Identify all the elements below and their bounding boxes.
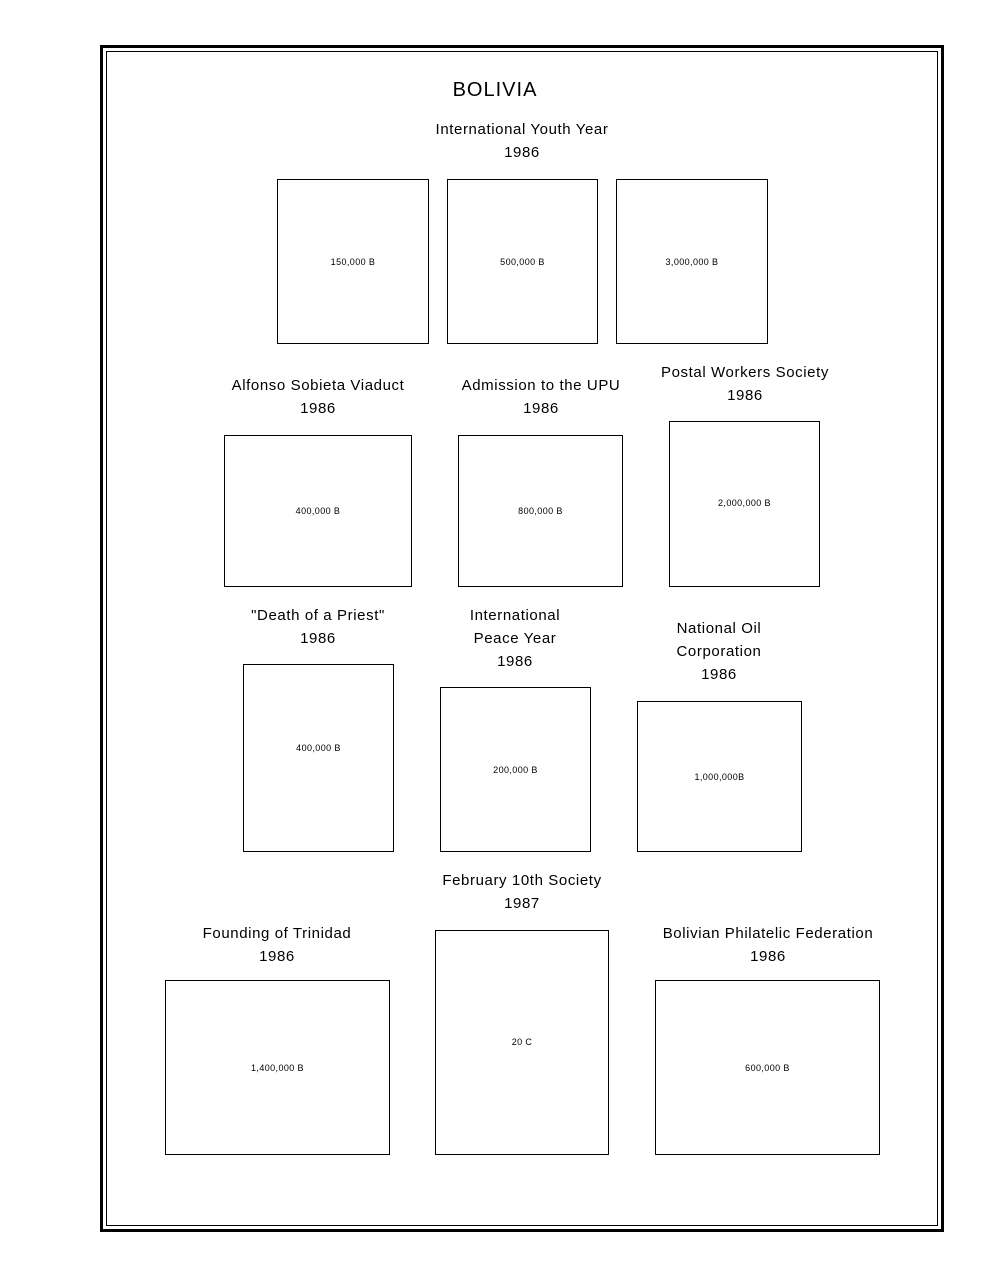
- set-caption-upu: [440, 374, 642, 420]
- set-title: "Death of a Priest": [251, 607, 385, 624]
- set-title: February 10th Society: [442, 872, 602, 889]
- set-year: 1986: [504, 144, 540, 161]
- set-title: National Oil: [676, 620, 762, 637]
- set-title: Corporation: [676, 643, 762, 660]
- set-caption-viaduct: [208, 374, 428, 420]
- set-caption-feb10: [412, 869, 632, 915]
- set-caption-postal: [644, 361, 846, 407]
- set-year: 1987: [504, 895, 540, 912]
- page-title: BOLIVIA: [452, 79, 538, 101]
- set-caption-philatelic: [652, 922, 884, 968]
- set-caption-youth: [422, 118, 622, 164]
- set-year: 1986: [300, 630, 336, 647]
- stamp-value: 200,000 B: [493, 764, 538, 775]
- stamp-space: [458, 435, 623, 587]
- set-year: 1986: [750, 948, 786, 965]
- set-title: Founding of Trinidad: [202, 925, 352, 942]
- set-year: 1986: [300, 400, 336, 417]
- stamp-space: [637, 701, 802, 852]
- stamp-space: [243, 664, 394, 852]
- stamp-space: [440, 687, 591, 852]
- set-year: 1986: [259, 948, 295, 965]
- stamp-value: 400,000 B: [296, 743, 341, 753]
- set-title: International Youth Year: [435, 121, 609, 138]
- stamp-value: 500,000 B: [500, 256, 545, 267]
- stamp-space: [447, 179, 598, 344]
- stamp-space: [435, 930, 609, 1155]
- set-title: Admission to the UPU: [461, 377, 621, 394]
- stamp-space: [277, 179, 429, 344]
- set-title: International: [469, 607, 561, 624]
- stamp-value: 150,000 B: [330, 256, 376, 267]
- set-year: 1986: [523, 400, 559, 417]
- set-year: 1986: [701, 666, 737, 683]
- stamp-space: [165, 980, 390, 1155]
- stamp-value: 800,000 B: [518, 506, 563, 516]
- stamp-value: 2,000,000 B: [718, 498, 771, 508]
- stamp-value: 1,400,000 B: [251, 1062, 304, 1073]
- stamp-value: 20 C: [511, 1036, 533, 1047]
- set-title: Alfonso Sobieta Viaduct: [231, 377, 405, 394]
- set-title: Peace Year: [473, 630, 557, 647]
- stamp-value: 600,000 B: [745, 1062, 790, 1073]
- stamp-space: [655, 980, 880, 1155]
- set-year: 1986: [497, 653, 533, 670]
- set-year: 1986: [727, 387, 763, 404]
- set-caption-peace: [435, 604, 595, 673]
- set-title: Postal Workers Society: [661, 364, 829, 381]
- set-caption-trinidad: [177, 922, 377, 968]
- set-title: Bolivian Philatelic Federation: [662, 925, 874, 942]
- stamp-space: [669, 421, 820, 587]
- stamp-value: 400,000 B: [295, 506, 341, 516]
- stamp-space: [616, 179, 768, 344]
- stamp-space: [224, 435, 412, 587]
- stamp-value: 3,000,000 B: [665, 256, 719, 267]
- set-caption-oil: [639, 617, 799, 686]
- set-caption-priest: [218, 604, 418, 650]
- stamp-value: 1,000,000B: [694, 771, 745, 782]
